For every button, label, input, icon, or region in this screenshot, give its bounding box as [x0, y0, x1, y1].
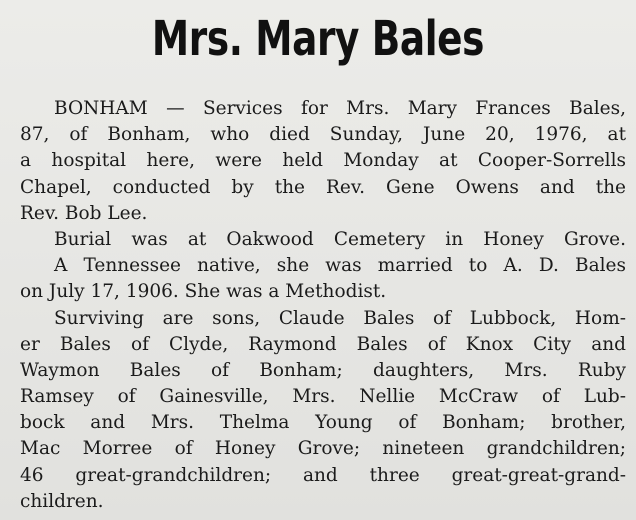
text-line: bock and Mrs. Thelma Young of Bonham; brother, [20, 412, 626, 434]
headline: Mrs. Mary Bales [151, 11, 485, 67]
text-line: children. [20, 490, 104, 512]
text-line: 87, of Bonham, who died Sunday, June 20, 1976, at [20, 124, 626, 146]
text-line: 46 great-grandchildren; and three great-great-grand- [20, 464, 626, 486]
text-line: BONHAM — Services for Mrs. Mary Frances Bales, [54, 98, 626, 119]
text-line: Surviving are sons, Claude Bales of Lubbock, Hom- [54, 307, 626, 329]
text-line: on July 17, 1906. She was a Methodist. [20, 281, 387, 303]
text-line: Chapel, conducted by the Rev. Gene Owens and the [20, 176, 626, 198]
text-line: Waymon Bales of Bonham; daughters, Mrs. Ruby [20, 359, 626, 381]
text-line: a hospital here, were held Monday at Cooper-Sorrells [20, 150, 626, 172]
obituary-body [20, 96, 626, 512]
text-line: er Bales of Clyde, Raymond Bales of Knox City and [20, 333, 626, 355]
text-line: Ramsey of Gainesville, Mrs. Nellie McCraw of Lub- [20, 386, 626, 408]
text-line: Rev. Bob Lee. [20, 202, 148, 224]
text-line: Burial was at Oakwood Cemetery in Honey Grove. [54, 228, 626, 250]
text-line: Mac Morree of Honey Grove; nineteen grandchildren; [20, 438, 626, 460]
text-line: A Tennessee native, she was married to A. D. Bales [54, 255, 626, 277]
